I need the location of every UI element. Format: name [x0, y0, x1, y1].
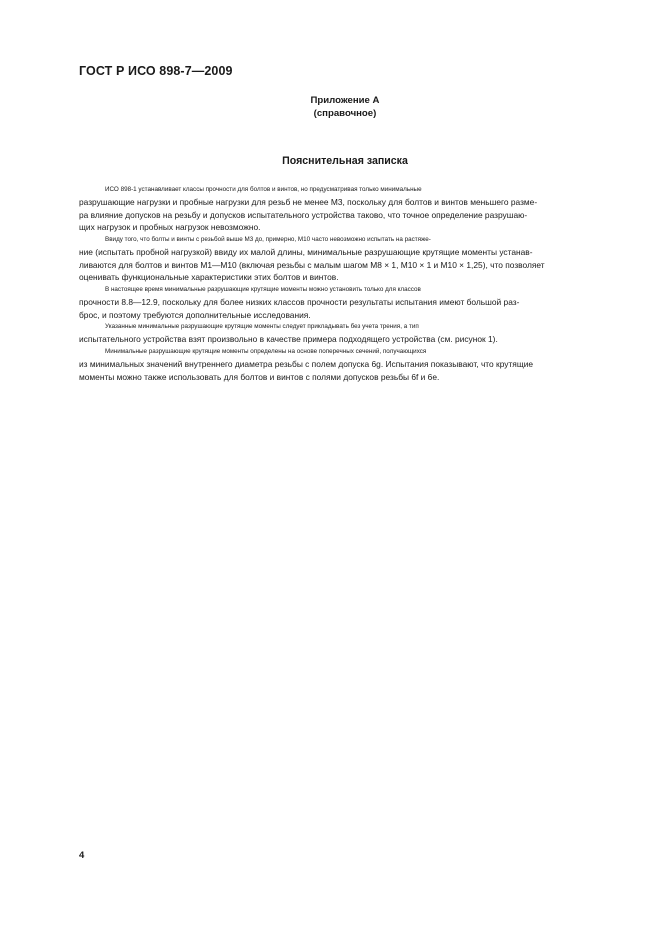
page-number: 4: [79, 850, 85, 861]
text-line: ИСО 898-1 устанавливает классы прочности для болтов и винтов, но предусматривая только минимальные: [105, 186, 422, 193]
annex-type: (справочное): [313, 108, 377, 119]
text-line: Указанные минимальные разрушающие крутящие моменты следует прикладывать без учета трения, а тип: [105, 322, 419, 330]
paragraph-5: [79, 346, 615, 383]
text-line: прочности 8.8—12.9, поскольку для более низких классов прочности результаты испытания имеют большой раз-: [79, 297, 520, 308]
paragraph-3: [79, 284, 615, 321]
text-line: оценивать функциональные характеристики этих болтов и винтов.: [79, 272, 339, 283]
annex-label: Приложение А: [310, 95, 380, 106]
text-line: брос, и поэтому требуются дополнительные исследования.: [79, 309, 311, 320]
text-line: В настоящее время минимальные разрушающие крутящие моменты можно установить только для классов: [105, 285, 421, 293]
section-title: Пояснительная записка: [282, 155, 408, 167]
body-text: [79, 184, 615, 383]
text-line: из минимальных значений внутреннего диаметра резьбы с полем допуска 6g. Испытания показывают, что крутящие: [79, 359, 534, 370]
paragraph-4: [79, 321, 615, 346]
text-line: испытательного устройства взят произвольно в качестве примера подходящего устройства (см. рисунок 1).: [79, 334, 498, 345]
text-line: щих нагрузок и пробных нагрузок невозможно.: [79, 222, 261, 233]
paragraph-1: [79, 184, 615, 234]
paragraph-2: [79, 234, 615, 284]
document-header: ГОСТ Р ИСО 898-7—2009: [79, 64, 233, 78]
text-line: ние (испытать пробной нагрузкой) ввиду их малой длины, минимальные разрушающие крутящие моменты устанав-: [79, 247, 533, 258]
annex-heading: [0, 94, 661, 120]
text-line: ра влияние допусков на резьбу и допусков испытательного устройства таково, что точное определение разрушаю-: [79, 209, 528, 220]
text-line: ливаются для болтов и винтов М1—М10 (включая резьбы с малым шагом М8 × 1, М10 × 1 и М10 × 1,25), что позволяет: [79, 259, 545, 270]
text-line: моменты можно также использовать для болтов и винтов с полями допусков резьбы 6f и 6е.: [79, 371, 440, 382]
text-line: Минимальные разрушающие крутящие моменты определены на основе поперечных сечений, получающихся: [105, 347, 427, 355]
text-line: Ввиду того, что болты и винты с резьбой выше М3 до, примерно, М10 часто невозможно испытать на растяже-: [105, 235, 431, 243]
text-line: разрушающие нагрузки и пробные нагрузки для резьб не менее М3, поскольку для болтов и винтов меньшего разме-: [79, 197, 538, 208]
